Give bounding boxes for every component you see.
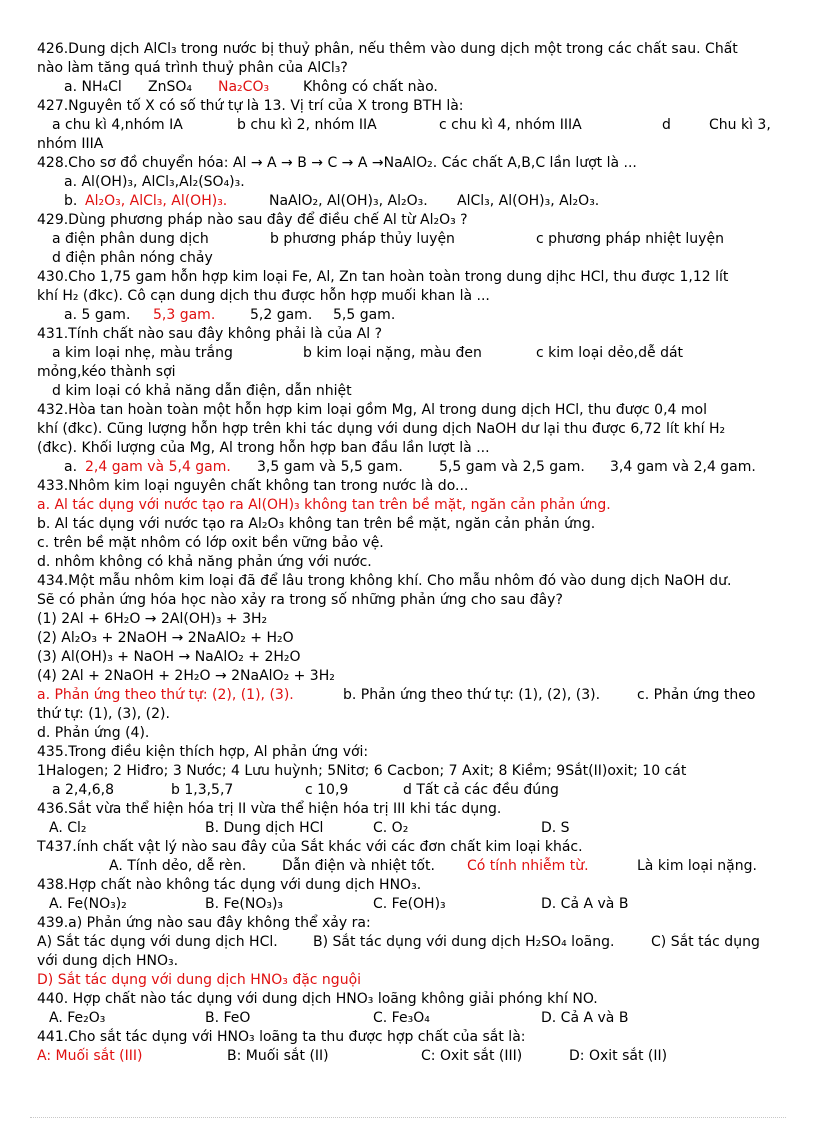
- q432-option-a: 2,4 gam và 5,4 gam.: [85, 459, 231, 475]
- q436-options: [37, 819, 782, 838]
- q436-stem-text: 436.Sắt vừa thể hiện hóa trị II vừa thể hiện hóa trị III khi tác dụng.: [37, 801, 502, 817]
- q441-stem-text: 441.Cho sắt tác dụng với HNO₃ loãng ta thu được hợp chất của sắt là:: [37, 1029, 526, 1045]
- q427-option-c: c chu kì 4, nhóm IIIA: [439, 117, 582, 133]
- q427-option-d-wrap: nhóm IIIA: [37, 136, 104, 152]
- q433-option-b-line: [37, 515, 782, 534]
- q438-stem-text: 438.Hợp chất nào không tác dụng với dung dịch HNO₃.: [37, 877, 422, 893]
- q432-option-b: 3,5 gam và 5,5 gam.: [257, 459, 403, 475]
- q433-option-a: a. Al tác dụng với nước tạo ra Al(OH)₃ không tan trên bề mặt, ngăn cản phản ứng.: [37, 497, 611, 513]
- q433-option-c-line: [37, 534, 782, 553]
- q434-options: [37, 686, 782, 705]
- q434-reaction-4: [37, 667, 782, 686]
- q431-option-b: b kim loại nặng, màu đen: [303, 345, 482, 361]
- q428-option-a: a. Al(OH)₃, AlCl₃,Al₂(SO₄)₃.: [64, 174, 245, 190]
- q438-option-d: D. Cả A và B: [541, 896, 629, 912]
- q440-option-c: C. Fe₃O₄: [373, 1010, 430, 1026]
- q426-option-b: ZnSO₄: [148, 79, 192, 95]
- q432-stem3: (đkc). Khối lượng của Mg, Al trong hỗn hợp ban đầu lần lượt là ...: [37, 440, 490, 456]
- q431-stem: [37, 325, 782, 344]
- q430-option-b: 5,3 gam.: [153, 307, 216, 323]
- q439-options: [37, 933, 782, 952]
- q434-option-b: b. Phản ứng theo thứ tự: (1), (2), (3).: [343, 687, 601, 703]
- q431-options: [37, 344, 782, 363]
- q437-option-c: Có tính nhiễm từ.: [467, 858, 589, 874]
- q432-option-d: 3,4 gam và 2,4 gam.: [610, 459, 756, 475]
- q426-option-d: Không có chất nào.: [303, 79, 438, 95]
- q426-stem2: nào làm tăng quá trình thuỷ phân của AlCl₃?: [37, 60, 348, 76]
- q436-option-c: C. O₂: [373, 820, 409, 836]
- q429-stem: [37, 211, 782, 230]
- q430-stem2: khí H₂ (đkc). Cô cạn dung dịch thu được hỗn hợp muối khan là ...: [37, 288, 490, 304]
- q439-option-c: C) Sắt tác dụng: [651, 934, 760, 950]
- q436-option-d: D. S: [541, 820, 570, 836]
- q427-options: [37, 116, 782, 135]
- q434-stem2: Sẽ có phản ứng hóa học nào xảy ra trong số những phản ứng cho sau đây?: [37, 592, 563, 608]
- q441-option-c: C: Oxit sắt (III): [421, 1048, 523, 1064]
- q432-stem-line1: [37, 401, 782, 420]
- q438-option-b: B. Fe(NO₃)₃: [205, 896, 284, 912]
- q434-reaction-3: [37, 648, 782, 667]
- q431-stem-text: 431.Tính chất nào sau đây không phải là của Al ?: [37, 326, 383, 342]
- q434-option-c-wrap: thứ tự: (1), (3), (2).: [37, 706, 170, 722]
- q428-stem: [37, 154, 782, 173]
- q437-option-a: A. Tính dẻo, dễ rèn.: [109, 858, 247, 874]
- document-page: [37, 40, 782, 1066]
- q433-stem: [37, 477, 782, 496]
- q440-stem: [37, 990, 782, 1009]
- q426-option-a: a. NH₄Cl: [64, 79, 122, 95]
- q440-option-b: B. FeO: [205, 1010, 251, 1026]
- q432-option-a-label: a.: [64, 459, 78, 475]
- q434-reaction-3-text: (3) Al(OH)₃ + NaOH → NaAlO₂ + 2H₂O: [37, 649, 301, 665]
- q434-stem-line1: [37, 572, 782, 591]
- q441-option-d: D: Oxit sắt (II): [569, 1048, 668, 1064]
- q433-stem-text: 433.Nhôm kim loại nguyên chất không tan trong nước là do...: [37, 478, 469, 494]
- q439-option-c-wrap: với dung dịch HNO₃.: [37, 953, 179, 969]
- q435-option-a: a 2,4,6,8: [52, 782, 115, 798]
- q439-option-c-cont: [37, 952, 782, 971]
- q430-option-a: a. 5 gam.: [64, 307, 131, 323]
- q426-options: [37, 78, 782, 97]
- q432-option-c: 5,5 gam và 2,5 gam.: [439, 459, 585, 475]
- q438-options: [37, 895, 782, 914]
- q440-option-a: A. Fe₂O₃: [49, 1010, 106, 1026]
- q434-reaction-1: [37, 610, 782, 629]
- q433-option-b: b. Al tác dụng với nước tạo ra Al₂O₃ không tan trên bề mặt, ngăn cản phản ứng.: [37, 516, 596, 532]
- q430-stem1: 430.Cho 1,75 gam hỗn hợp kim loại Fe, Al, Zn tan hoàn toàn trong dung dịhc HCl, thu được 1,12 lít: [37, 269, 729, 285]
- q435-options: [37, 781, 782, 800]
- q438-option-a: A. Fe(NO₃)₂: [49, 896, 127, 912]
- q441-option-a: A: Muối sắt (III): [37, 1048, 143, 1064]
- q430-option-c: 5,2 gam.: [250, 307, 313, 323]
- q437-option-b: Dẫn điện và nhiệt tốt.: [282, 858, 435, 874]
- q434-stem1: 434.Một mẫu nhôm kim loại đã để lâu trong không khí. Cho mẫu nhôm đó vào dung dịch NaOH dư.: [37, 573, 732, 589]
- q439-stem-text: 439.a) Phản ứng nào sau đây không thể xảy ra:: [37, 915, 371, 931]
- q434-reaction-1-text: (1) 2Al + 6H₂O → 2Al(OH)₃ + 3H₂: [37, 611, 268, 627]
- q427-option-a: a chu kì 4,nhóm IA: [52, 117, 183, 133]
- q427-option-d-label: d: [662, 117, 671, 133]
- q437-stem: [37, 838, 782, 857]
- q429-option-c: c phương pháp nhiệt luyện: [536, 231, 724, 247]
- q434-reaction-4-text: (4) 2Al + 2NaOH + 2H₂O → 2NaAlO₂ + 3H₂: [37, 668, 335, 684]
- q432-stem2: khí (đkc). Cũng lượng hỗn hợp trên khi tác dụng với dung dịch NaOH dư lại thu được 6,72 lít khí H₂: [37, 421, 726, 437]
- q437-option-d: Là kim loại nặng.: [637, 858, 757, 874]
- q435-option-d: d Tất cả các đều đúng: [403, 782, 559, 798]
- q431-option-c-cont: [37, 363, 782, 382]
- q434-option-d-line: [37, 724, 782, 743]
- q430-stem-line1: [37, 268, 782, 287]
- q432-stem-line2: [37, 420, 782, 439]
- q435-stem-line2: [37, 762, 782, 781]
- q428-option-c: NaAlO₂, Al(OH)₃, Al₂O₃.: [269, 193, 428, 209]
- q433-option-d-line: [37, 553, 782, 572]
- q428-option-d: AlCl₃, Al(OH)₃, Al₂O₃.: [457, 193, 600, 209]
- q437-options: [37, 857, 782, 876]
- q431-option-d-line: [37, 382, 782, 401]
- q428-option-b: Al₂O₃, AlCl₃, Al(OH)₃.: [85, 193, 228, 209]
- q433-option-d: d. nhôm không có khả năng phản ứng với nước.: [37, 554, 372, 570]
- q434-option-c-cont: [37, 705, 782, 724]
- q428-option-a-line: [37, 173, 782, 192]
- q429-option-d-line: [37, 249, 782, 268]
- q438-option-c: C. Fe(OH)₃: [373, 896, 446, 912]
- q434-option-c: c. Phản ứng theo: [637, 687, 756, 703]
- q429-option-b: b phương pháp thủy luyện: [270, 231, 455, 247]
- q439-stem: [37, 914, 782, 933]
- q433-option-c: c. trên bề mặt nhôm có lớp oxit bền vững bảo vệ.: [37, 535, 384, 551]
- page-bottom-divider: [30, 1117, 786, 1118]
- q427-option-d: Chu kì 3,: [709, 117, 771, 133]
- q431-option-a: a kim loại nhẹ, màu trắng: [52, 345, 233, 361]
- q436-option-a: A. Cl₂: [49, 820, 87, 836]
- q431-option-c-wrap: mỏng,kéo thành sợi: [37, 364, 176, 380]
- q440-options: [37, 1009, 782, 1028]
- q434-option-a: a. Phản ứng theo thứ tự: (2), (1), (3).: [37, 687, 294, 703]
- q428-stem-text: 428.Cho sơ đồ chuyển hóa: Al → A → B → C → A →NaAlO₂. Các chất A,B,C lần lượt là ...: [37, 155, 637, 171]
- q427-stem: [37, 97, 782, 116]
- q433-option-a-line: [37, 496, 782, 515]
- q434-reaction-2-text: (2) Al₂O₃ + 2NaOH → 2NaAlO₂ + H₂O: [37, 630, 294, 646]
- q434-option-d: d. Phản ứng (4).: [37, 725, 150, 741]
- q435-stem-line1: [37, 743, 782, 762]
- q427-option-b: b chu kì 2, nhóm IIA: [237, 117, 377, 133]
- q428-options-bcd: [37, 192, 782, 211]
- q432-stem1: 432.Hòa tan hoàn toàn một hỗn hợp kim loại gồm Mg, Al trong dung dịch HCl, thu được 0,4 mol: [37, 402, 707, 418]
- q429-options: [37, 230, 782, 249]
- q429-option-d: d điện phân nóng chảy: [52, 250, 213, 266]
- q427-option-d-cont: [37, 135, 782, 154]
- q439-option-b: B) Sắt tác dụng với dung dịch H₂SO₄ loãng.: [313, 934, 615, 950]
- q428-option-b-label: b.: [64, 193, 78, 209]
- q441-stem: [37, 1028, 782, 1047]
- q438-stem: [37, 876, 782, 895]
- q429-option-a: a điện phân dung dịch: [52, 231, 209, 247]
- q441-options: [37, 1047, 782, 1066]
- q440-option-d: D. Cả A và B: [541, 1010, 629, 1026]
- q439-option-d: D) Sắt tác dụng với dung dịch HNO₃ đặc nguội: [37, 972, 362, 988]
- q440-stem-text: 440. Hợp chất nào tác dụng với dung dịch HNO₃ loãng không giải phóng khí NO.: [37, 991, 598, 1007]
- q430-stem-line2: [37, 287, 782, 306]
- q437-stem-text: T437.ính chất vật lý nào sau đây của Sắt khác với các đơn chất kim loại khác.: [37, 839, 583, 855]
- q435-option-b: b 1,3,5,7: [171, 782, 234, 798]
- q432-options: [37, 458, 782, 477]
- q426-option-c: Na₂CO₃: [218, 79, 270, 95]
- q434-stem-line2: [37, 591, 782, 610]
- q436-stem: [37, 800, 782, 819]
- q435-stem1: 435.Trong điều kiện thích hợp, Al phản ứng với:: [37, 744, 369, 760]
- q435-option-c: c 10,9: [305, 782, 349, 798]
- q436-option-b: B. Dung dịch HCl: [205, 820, 324, 836]
- q439-option-a: A) Sắt tác dụng với dung dịch HCl.: [37, 934, 278, 950]
- q435-stem2: 1Halogen; 2 Hiđro; 3 Nước; 4 Lưu huỳnh; 5Nitơ; 6 Cacbon; 7 Axit; 8 Kiềm; 9Sắt(II)oxit; 10 cát: [37, 763, 687, 779]
- q426-stem1: 426.Dung dịch AlCl₃ trong nước bị thuỷ phân, nếu thêm vào dung dịch một trong các chất sau. Chất: [37, 41, 738, 57]
- q426-stem-line2: [37, 59, 782, 78]
- q441-option-b: B: Muối sắt (II): [227, 1048, 329, 1064]
- q429-stem-text: 429.Dùng phương pháp nào sau đây để điều chế Al từ Al₂O₃ ?: [37, 212, 468, 228]
- q426-stem-line1: [37, 40, 782, 59]
- q430-options: [37, 306, 782, 325]
- q431-option-d: d kim loại có khả năng dẫn điện, dẫn nhiệt: [52, 383, 352, 399]
- q431-option-c: c kim loại dẻo,dễ dát: [536, 345, 684, 361]
- q427-stem-text: 427.Nguyên tố X có số thứ tự là 13. Vị trí của X trong BTH là:: [37, 98, 464, 114]
- q439-option-d-line: [37, 971, 782, 990]
- q430-option-d: 5,5 gam.: [333, 307, 396, 323]
- q434-reaction-2: [37, 629, 782, 648]
- q432-stem-line3: [37, 439, 782, 458]
